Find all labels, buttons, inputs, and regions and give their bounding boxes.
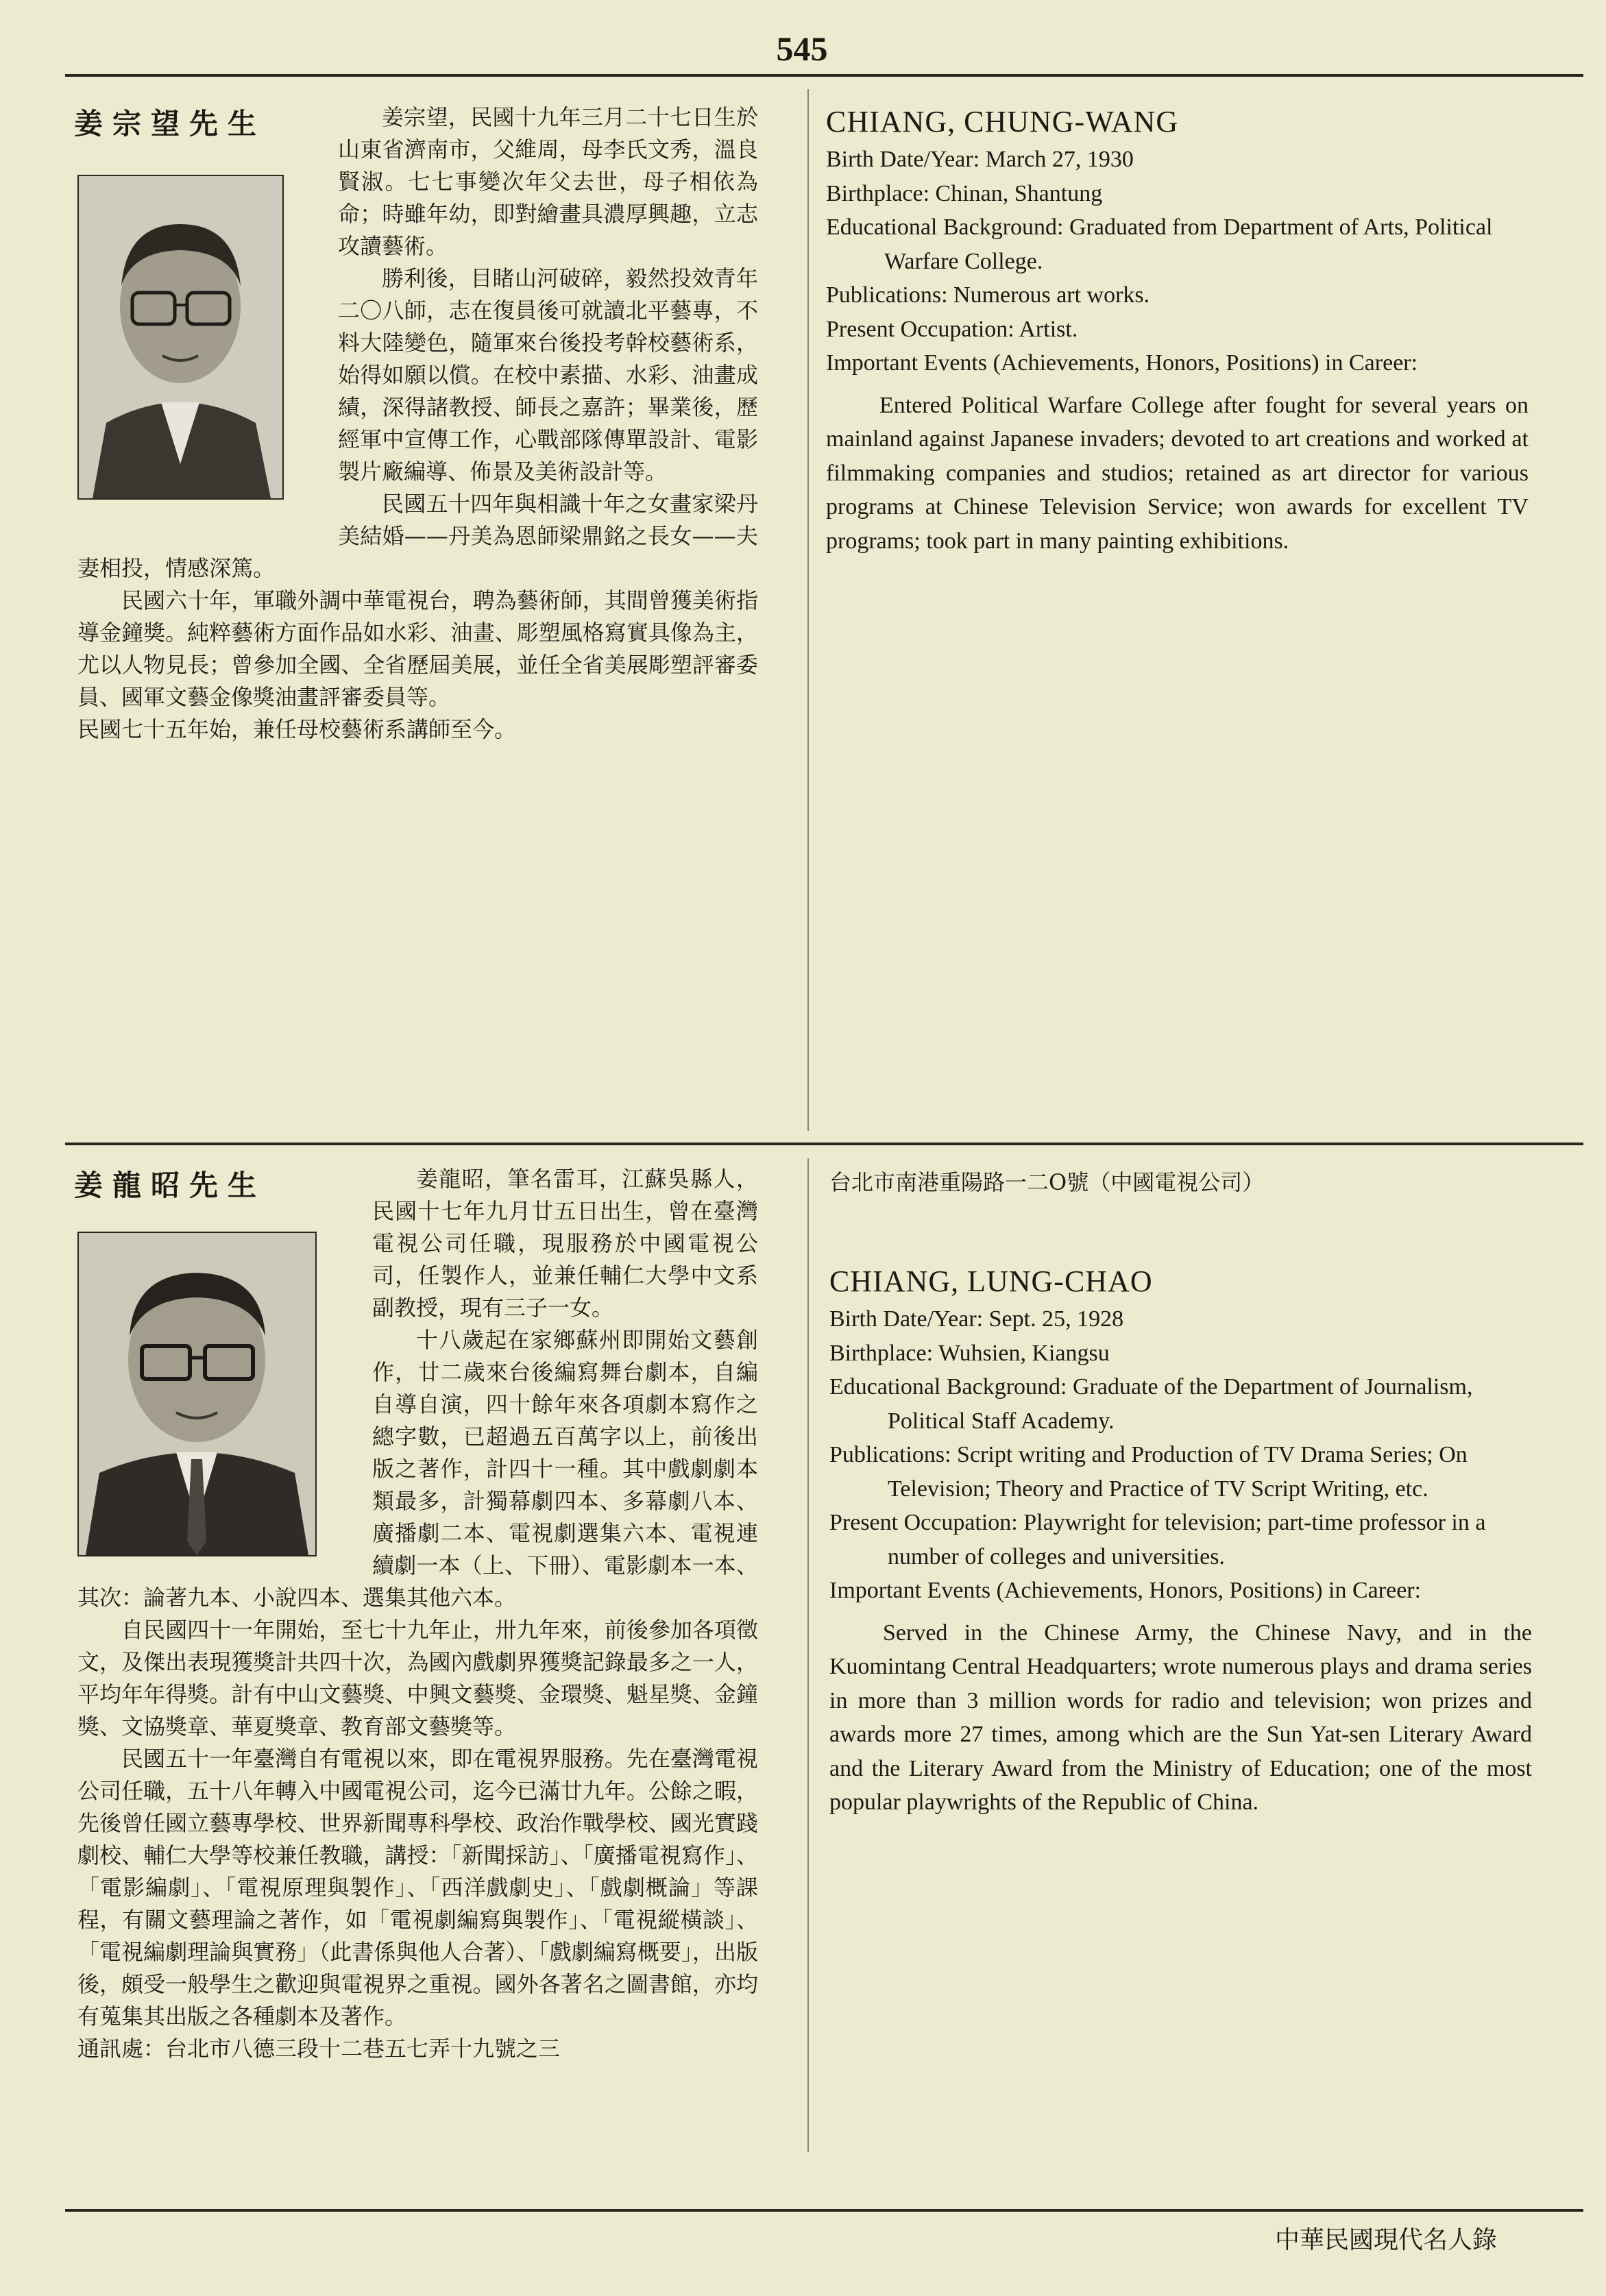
entry1-birth-date: Birth Date/Year: March 27, 1930 [826,147,1134,172]
entry2-office-address: 台北市南港重陽路一二O號（中國電視公司） [829,1169,1265,1195]
entry2-events: Served in the Chinese Army, the Chinese Navy, and in the Kuomintang Central Headquarters; wrote numerous plays and drama series in more than 3 million words for radio and television; won prizes and awards more 27 times, among which are the Sun Yat-sen Literary Award and the Literary Award from the Ministry of Education; one of the most popular playwrights of the Republic of China. [829,1620,1532,1815]
entry2-events-label: Important Events (Achievements, Honors, Positions) in Career: [829,1578,1422,1603]
column-divider [807,89,809,1131]
entry2-photo-spacer [77,1163,372,1561]
book-title-footer: 中華民國現代名人錄 [1275,2226,1498,2254]
top-rule [65,74,1583,77]
entry2-contact-address: 通訊處：台北市八德三段十二巷五七弄十九號之三 [77,2036,561,2062]
entry1-chinese-name: 姜宗望先生 [74,107,267,141]
entry2-occupation: Present Occupation: Playwright for television; part-time professor in a number of colleges and universities. [829,1510,1486,1570]
entry1-occupation: Present Occupation: Artist. [826,316,1078,342]
entry1-bio-paragraph: 民國五十四年與相識十年之女畫家梁丹美結婚——丹美為恩師梁鼎銘之長女——夫妻相投，情感深篤。 [77,491,758,581]
entry1-bio-paragraph: 民國六十年，軍職外調中華電視台，聘為藝術師，其間曾獲美術指導金鐘獎。純粹藝術方面作品如水彩、油畫、彫塑風格寫實具像為主，尤以人物見長；曾參加全國、全省歷屆美展，並任全省美展彫塑評審委員、國軍文藝金像獎油畫評審委員等。 [77,587,758,710]
page-number: 545 [776,29,828,68]
entry2-birth-date: Birth Date/Year: Sept. 25, 1928 [829,1306,1124,1332]
entry1-english-name: CHIANG, CHUNG-WANG [826,105,1179,138]
entry2-bio-paragraph: 姜龍昭，筆名雷耳，江蘇吳縣人，民國十七年九月廿五日出生，曾在臺灣電視公司任職，現服務於中國電視公司，任製作人，並兼任輔仁大學中文系副教授，現有三子一女。 [372,1166,758,1321]
entry1-birthplace: Birthplace: Chinan, Shantung [826,180,1103,206]
entry2-publications: Publications: Script writing and Production of TV Drama Series; On Television; Theory and Practice of TV Script Writing, etc. [829,1442,1468,1502]
column-divider [807,1158,809,2152]
entry2-chinese-bio [77,1163,758,2065]
entry2-education: Educational Background: Graduate of the Department of Journalism, Political Staff Academy. [829,1374,1473,1434]
entry2-english-section [829,1261,1532,1820]
bottom-rule [65,2209,1583,2212]
entry2-bio-paragraph: 民國五十一年臺灣自有電視以來，即在電視界服務。先在臺灣電視公司任職，五十八年轉入中國電視公司，迄今已滿廿九年。公餘之暇，先後曾任國立藝專學校、世界新聞專科學校、政治作戰學校、國光實踐劇校、輔仁大學等校兼任教職，講授：「新聞採訪」、「廣播電視寫作」、「電影編劇」、「電視原理與製作」、「西洋戲劇史」、「戲劇概論」等課程，有關文藝理論之著作，如「電視劇編寫與製作」、「電視縱橫談」、「電視編劇理論與實務」（此書係與他人合著）、「戲劇編寫概要」，出版後，頗受一般學生之歡迎與電視界之重視。國外各著名之圖書館，亦均有蒐集其出版之各種劇本及著作。 [77,1746,758,2029]
entry2-birthplace: Birthplace: Wuhsien, Kiangsu [829,1340,1110,1366]
entry1-education: Educational Background: Graduated from Department of Arts, Political Warfare College. [826,215,1493,274]
entry1-bio-paragraph: 勝利後，目睹山河破碎，毅然投效青年二〇八師，志在復員後可就讀北平藝專，不料大陸變色，隨軍來台後投考幹校藝術系，始得如願以償。在校中素描、水彩、油畫成績，深得諸教授、師長之嘉許；畢業後，歷經軍中宣傳工作，心戰部隊傳單設計、電影製片廠編導、佈景及美術設計等。 [338,265,758,485]
entry2-english-name: CHIANG, LUNG-CHAO [829,1265,1153,1298]
middle-rule [65,1143,1583,1145]
entry1-events: Entered Political Warfare College after fought for several years on mainland against Japanese invaders; devoted to art creations and worked at filmmaking companies and studios; retained as art director for various programs at Chinese Television Service; won awards for excellent TV programs; took part in many painting exhibitions. [826,392,1529,554]
entry1-publications: Publications: Numerous art works. [826,282,1150,308]
entry1-chinese-bio [77,101,758,746]
entry2-bio-paragraph: 十八歲起在家鄉蘇州即開始文藝創作，廿二歲來台後編寫舞台劇本，自編自導自演，四十餘年來各項劇本寫作之總字數，已超過五百萬字以上，前後出版之著作，計四十一種。其中戲劇劇本類最多，計獨幕劇四本、多幕劇八本、廣播劇二本、電視劇選集六本、電視連續劇一本（上、下冊）、電影劇本一本、其次：論著九本、小說四本、選集其他六本。 [77,1327,758,1611]
entry1-events-label: Important Events (Achievements, Honors, Positions) in Career: [826,350,1418,376]
entry2-bio-paragraph: 自民國四十一年開始，至七十九年止，卅九年來，前後參加各項徵文，及傑出表現獲獎計共四十次，為國內戲劇界獲獎記錄最多之一人，平均年年得獎。計有中山文藝獎、中興文藝獎、金環獎、魁星獎、金鐘獎、文協獎章、華夏獎章、教育部文藝獎等。 [77,1617,758,1739]
entry1-bio-paragraph: 民國七十五年始，兼任母校藝術系講師至今。 [77,716,517,742]
entry1-english-section [826,101,1529,558]
entry2-chinese-name: 姜龍昭先生 [74,1169,267,1202]
entry1-bio-paragraph: 姜宗望，民國十九年三月二十七日生於山東省濟南市，父維周，母李氏文秀，溫良賢淑。七七事變次年父去世，母子相依為命；時雖年幼，即對繪畫具濃厚興趣，立志攻讀藝術。 [338,104,758,259]
entry1-photo-spacer [77,101,338,536]
